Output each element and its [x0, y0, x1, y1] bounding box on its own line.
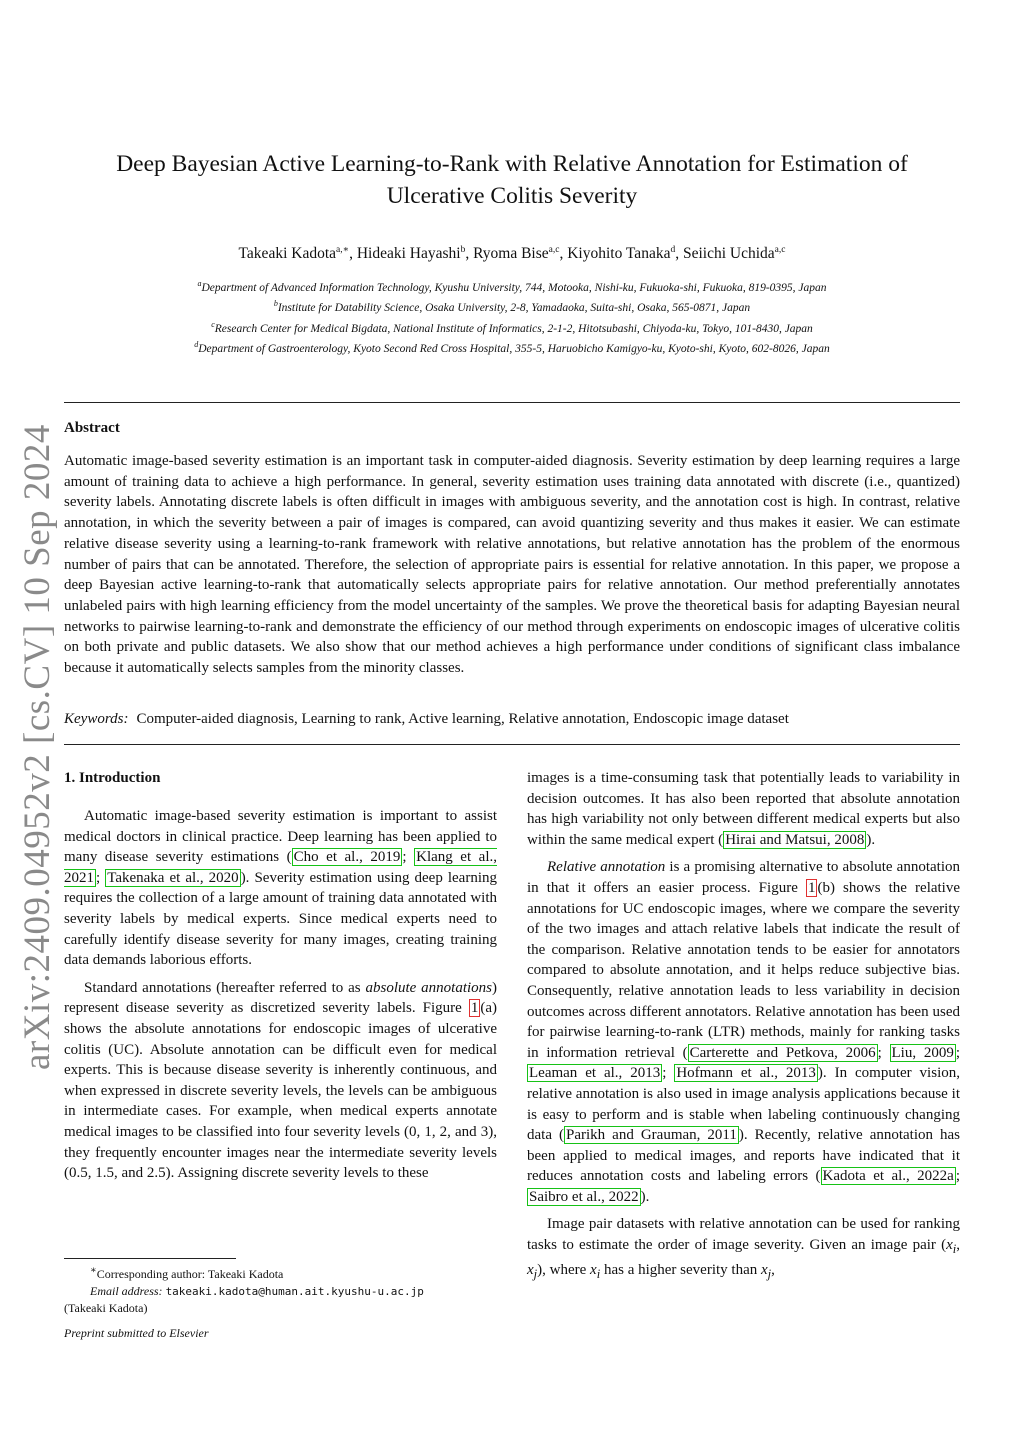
affiliation-mark: d [194, 340, 199, 350]
title-line-2: Ulcerative Colitis Severity [386, 183, 638, 209]
abstract-bottom-rule [64, 744, 960, 745]
footnote [64, 1262, 504, 1317]
abstract-heading: Abstract [64, 420, 120, 436]
affiliation-text: Institute for Datability Science, Osaka University, 2-8, Yamadaoka, Suita-shi, Osaka, 565-0871, Japan [277, 302, 751, 315]
paragraph-text: is a promising alternative to absolute annotation in that it offers an easier process. Figure [527, 859, 960, 896]
citation-link[interactable]: Parikh and Grauman, 2011 [566, 1127, 737, 1144]
right-column [527, 768, 960, 1291]
paragraph-text: images is a time-consuming task that potentially leads to variability in decision outcomes. It has also been reported that absolute annotation has high variability not only between different medical experts but also within the same medical expert ( [527, 770, 960, 848]
citation-separator: ; [662, 1065, 675, 1082]
math-variable: x [760, 1261, 768, 1278]
figure-reference-link[interactable]: 1 [470, 1000, 479, 1017]
footnote-corresponding [64, 1262, 504, 1283]
emphasized-term: Relative annotation [547, 859, 666, 876]
citation-link[interactable]: Saibro et al., 2022 [529, 1188, 639, 1205]
citation-separator: ; [402, 849, 415, 866]
paper-title [64, 148, 960, 212]
footnote-name: (Takeaki Kadota) [64, 1301, 148, 1315]
arxiv-identifier-stamp: arXiv:2409.04952v2 [cs.CV] 10 Sep 2024 [17, 424, 58, 1070]
author-name: Takeaki Kadota [238, 245, 337, 263]
title-line-1: Deep Bayesian Active Learning-to-Rank with Relative Annotation for Estimation of [116, 151, 908, 177]
intro-paragraph-2-continued [527, 768, 960, 850]
paragraph-text: ), where [537, 1261, 591, 1278]
affiliation-item [64, 317, 960, 337]
footnote-text: Corresponding author: Takeaki Kadota [96, 1267, 284, 1281]
citation-link[interactable]: Cho et al., 2019 [293, 849, 401, 866]
paragraph-text: (b) shows the relative annotations for UC endoscopic images, where we compare the severity of the two images and attach relative labels that indicate the result of the comparison. Relative annotation tends to be easier for annotators compared to absolute annotation, and it helps reduce subjective bias. Consequently, relative annotation leads to less variability in decision outcomes across different annotators. Relative annotation has been used for pairwise learning-to-rank (LTR) methods, mainly for ranking tasks in information retrieval ( [527, 879, 961, 1061]
paragraph-text: ). [640, 1188, 650, 1205]
paragraph-text: has a higher severity than [600, 1261, 761, 1278]
citation-link[interactable]: Takenaka et al., 2020 [107, 869, 239, 886]
figure-reference-link[interactable]: 1 [807, 879, 816, 896]
paragraph-text: , [771, 1261, 775, 1278]
citation-separator: ; [877, 1044, 890, 1061]
footnote-email-line [64, 1283, 504, 1300]
intro-paragraph-3 [527, 857, 960, 1207]
paragraph-text: , [956, 1237, 960, 1254]
citation-link[interactable]: Klang et al., 2021 [64, 849, 497, 886]
math-variable: x [527, 1261, 534, 1278]
keywords-line [64, 709, 960, 729]
citation-link[interactable]: Carterette and Petkova, 2006 [689, 1044, 876, 1061]
preprint-notice: Preprint submitted to Elsevier [64, 1326, 209, 1340]
citation-link[interactable]: Hirai and Matsui, 2008 [725, 831, 865, 848]
author-name: Hideaki Hayashi [356, 245, 461, 263]
affiliation-text: Department of Advanced Information Technology, Kyushu University, 744, Motooka, Nishi-ku, Fukuoka-shi, Fukuoka, 819-0395, Japan [201, 281, 827, 294]
abstract-top-rule [64, 402, 960, 403]
author-name: Kiyohito Tanaka [567, 245, 671, 263]
paragraph-text: ). In computer vision, relative annotation is also used in image analysis applications because it is easy to perform and is stable when labeling continuously changing data ( [527, 1065, 960, 1144]
affiliation-mark: b [273, 299, 278, 309]
author-affil-mark: a,c [548, 245, 560, 255]
email-address-link[interactable]: takeaki.kadota@human.ait.kyushu-u.ac.jp [165, 1285, 424, 1298]
affiliation-item [64, 296, 960, 316]
math-subscript: i [952, 1242, 957, 1257]
footnote-rule [64, 1258, 236, 1259]
author-name: Ryoma Bise [473, 245, 549, 263]
math-variable: x [946, 1237, 953, 1254]
intro-paragraph-2 [64, 978, 497, 1184]
affiliation-item [64, 337, 960, 357]
math-subscript: j [533, 1266, 538, 1281]
abstract-text: Automatic image-based severity estimation is an important task in computer-aided diagnosis. Severity estimation by deep learning requires a large amount of training data to achieve a high performance. In general, severity estimation uses training data annotated with discrete (i.e., quantized) severity labels. Annotating discrete labels is often difficult in images with ambiguous severity, and the annotation cost is high. In contrast, relative annotation, in which the severity between a pair of images is compared, can avoid quantizing severity and thus makes it easier. We can estimate relative disease severity using a learning-to-rank framework with relative annotations, but relative annotation has the problem of the enormous number of pairs that can be annotated. Therefore, the selection of appropriate pairs is essential for relative annotation. In this paper, we propose a deep Bayesian active learning-to-rank that automatically selects appropriate pairs for relative annotation. Our method preferentially annotates unlabeled pairs with high learning efficiency from the model uncertainty of the samples. We prove the theoretical basis for adapting Bayesian neural networks to pairwise learning-to-rank and demonstrate the efficiency of our method through experiments on endoscopic images of ulcerative colitis on both private and public datasets. We also show that our method achieves a high performance under conditions of significant class imbalance because it automatically selects samples from the minority classes. [64, 453, 960, 677]
math-variable: x [590, 1261, 597, 1278]
author-list: Takeaki Kadota$^{a,∗}$, Hideaki Hayashi$^b$, Ryoma Bise$^{a,c}$, Kiyohito Tanaka$^d$, Seiichi Uchida$^{a,c}$ [238, 245, 786, 263]
math-subscript: j [767, 1266, 772, 1281]
citation-separator: ; [955, 1044, 960, 1061]
affiliation-mark: c [211, 319, 215, 329]
citation-link[interactable]: Kadota et al., 2022a [822, 1168, 954, 1185]
affiliation-item [64, 276, 960, 296]
paragraph-text: Automatic image-based severity estimation is important to assist medical doctors in clinical practice. Deep learning has been applied to many disease severity estimations ( [64, 808, 497, 866]
paragraph-text: ). Recently, relative annotation has been applied to medical images, and reports have indicated that it reduces annotation costs and labeling errors ( [527, 1127, 961, 1185]
section-heading-introduction: 1. Introduction [64, 770, 161, 786]
math-subscript: i [596, 1266, 601, 1281]
affiliation-text: Research Center for Medical Bigdata, National Institute of Informatics, 2-1-2, Hitotsubashi, Chiyoda-ku, Tokyo, 101-8430, Japan [214, 322, 813, 335]
affiliation-mark: a [197, 279, 202, 288]
footnote-mark: ∗ [90, 1265, 97, 1276]
email-label: Email address: [90, 1284, 163, 1298]
citation-link[interactable]: Hofmann et al., 2013 [676, 1065, 816, 1082]
keywords-label: Keywords: [64, 711, 129, 727]
intro-paragraph-4 [527, 1214, 960, 1284]
affiliation-list [64, 276, 960, 358]
citation-separator: ; [955, 1168, 961, 1185]
emphasized-term: absolute annotations [365, 979, 493, 996]
paragraph-text: ) represent disease severity as discretized severity labels. Figure [64, 979, 498, 1017]
left-column [64, 768, 497, 1191]
affiliation-text: Department of Gastroenterology, Kyoto Second Red Cross Hospital, 355-5, Haruobicho Kamigyo-ku, Kyoto-shi, Kyoto, 602-8026, Japan [198, 343, 830, 356]
keywords-text: Computer-aided diagnosis, Learning to rank, Active learning, Relative annotation, Endoscopic image dataset [136, 711, 789, 727]
author-affil-mark: a,∗ [336, 245, 350, 255]
author-affil-mark: d [670, 245, 676, 255]
paragraph-text: (a) shows the absolute annotations for endoscopic images of ulcerative colitis (UC). Absolute annotation can be difficult even for medical experts. This is because disease severity is inherently continuous, and when expressed in discrete severity levels, the levels can be ambiguous in intermediate cases. For example, when medical experts annotate medical images to be classified into four severity levels (0, 1, 2, and 3), they frequently encounter images near the intermediate severity levels (0.5, 1.5, and 2.5). Assigning discrete severity levels to these [64, 1000, 497, 1182]
citation-link[interactable]: Leaman et al., 2013 [529, 1065, 661, 1082]
paragraph-text: Standard annotations (hereafter referred to as [84, 979, 366, 996]
author-affil-mark: a,c [774, 245, 786, 255]
citation-link[interactable]: Liu, 2009 [891, 1044, 954, 1061]
author-affil-mark: b [460, 245, 466, 255]
paragraph-text: ). Severity estimation using deep learning requires the collection of a large amount of training data annotated with severity labels by medical experts. Since medical experts need to carefully identify disease severity for many images, creating training data demands laborious efforts. [64, 869, 497, 969]
citation-separator: ; [96, 869, 106, 886]
paragraph-text: Image pair datasets with relative annotation can be used for ranking tasks to estimate the order of image severity. Given an image pair ( [527, 1216, 960, 1254]
paragraph-text: ). [866, 831, 876, 848]
author-name: Seiichi Uchida [682, 245, 775, 263]
intro-paragraph-1 [64, 806, 497, 971]
